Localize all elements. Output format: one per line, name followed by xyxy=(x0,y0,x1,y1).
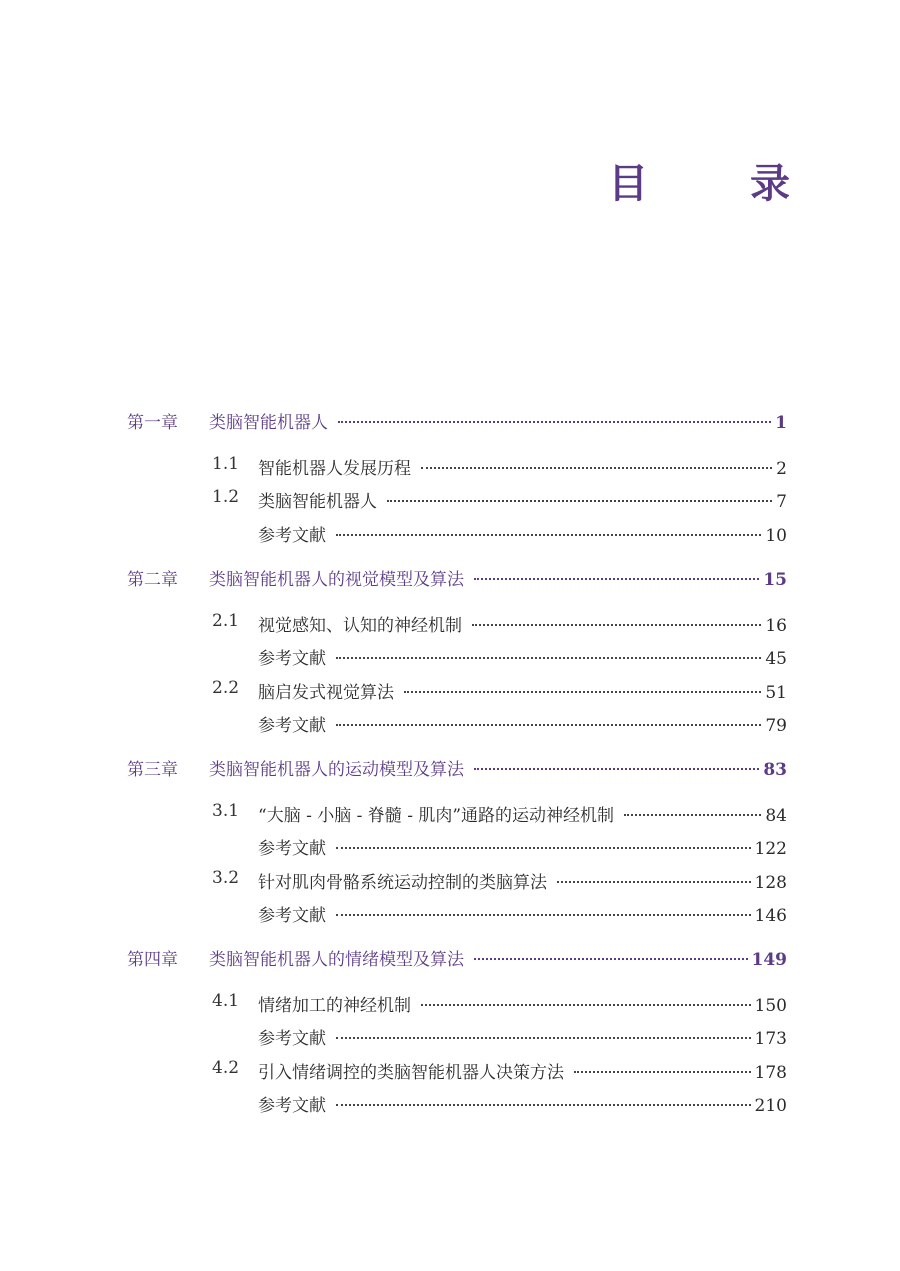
chapter-page: 15 xyxy=(763,570,787,590)
section-number: 3.1 xyxy=(212,801,240,821)
section-entry[interactable] xyxy=(0,483,900,513)
section-page: 173 xyxy=(754,1029,787,1049)
chapter-title: 类脑智能机器人的运动模型及算法 xyxy=(209,760,464,780)
chapter-entry[interactable] xyxy=(0,561,900,591)
leader-dots xyxy=(404,691,761,693)
leader-dots xyxy=(336,1104,751,1106)
section-title: “大脑 - 小脑 - 脊髓 - 肌肉”通路的运动神经机制 xyxy=(258,806,615,826)
section-entry[interactable] xyxy=(0,797,900,827)
leader-dots xyxy=(336,534,761,536)
section-page: 79 xyxy=(765,716,787,736)
section-entry[interactable] xyxy=(0,607,900,637)
section-entry[interactable] xyxy=(0,640,900,670)
chapter-label: 第二章 xyxy=(127,570,178,590)
leader-dots xyxy=(336,657,761,659)
section-entry[interactable] xyxy=(0,987,900,1017)
section-entry[interactable] xyxy=(0,897,900,927)
section-number: 1.1 xyxy=(212,454,240,474)
section-number: 4.1 xyxy=(212,991,240,1011)
references-title: 参考文献 xyxy=(258,1096,326,1116)
section-number: 2.2 xyxy=(212,678,240,698)
page-title: 目 录 xyxy=(608,161,834,207)
references-title: 参考文献 xyxy=(258,716,326,736)
chapter-title: 类脑智能机器人的情绪模型及算法 xyxy=(209,950,464,970)
references-title: 参考文献 xyxy=(258,1029,326,1049)
section-title: 情绪加工的神经机制 xyxy=(258,996,411,1016)
chapter-title: 类脑智能机器人的视觉模型及算法 xyxy=(209,570,464,590)
references-title: 参考文献 xyxy=(258,906,326,926)
section-page: 10 xyxy=(765,526,787,546)
leader-dots xyxy=(472,624,761,626)
section-title: 脑启发式视觉算法 xyxy=(258,683,394,703)
section-page: 45 xyxy=(765,649,787,669)
section-page: 146 xyxy=(754,906,787,926)
section-entry[interactable] xyxy=(0,674,900,704)
leader-dots xyxy=(421,467,772,469)
leader-dots xyxy=(557,881,751,883)
chapter-title: 类脑智能机器人 xyxy=(209,413,328,433)
section-entry[interactable] xyxy=(0,864,900,894)
chapter-page: 149 xyxy=(751,950,787,970)
section-title: 类脑智能机器人 xyxy=(258,492,377,512)
chapter-label: 第一章 xyxy=(127,413,178,433)
leader-dots xyxy=(474,958,748,960)
leader-dots xyxy=(336,847,751,849)
section-page: 178 xyxy=(754,1063,787,1083)
section-number: 3.2 xyxy=(212,868,240,888)
section-number: 1.2 xyxy=(212,487,240,507)
section-page: 210 xyxy=(754,1096,787,1116)
leader-dots xyxy=(387,500,772,502)
section-page: 84 xyxy=(765,806,787,826)
leader-dots xyxy=(624,814,761,816)
references-title: 参考文献 xyxy=(258,649,326,669)
section-page: 150 xyxy=(754,996,787,1016)
chapter-page: 1 xyxy=(775,413,787,433)
section-entry[interactable] xyxy=(0,1054,900,1084)
chapter-label: 第三章 xyxy=(127,760,178,780)
chapter-entry[interactable] xyxy=(0,751,900,781)
leader-dots xyxy=(574,1071,751,1073)
leader-dots xyxy=(338,421,771,423)
leader-dots xyxy=(474,768,759,770)
references-title: 参考文献 xyxy=(258,839,326,859)
leader-dots xyxy=(421,1004,751,1006)
section-title: 智能机器人发展历程 xyxy=(258,459,411,479)
section-title: 引入情绪调控的类脑智能机器人决策方法 xyxy=(258,1063,564,1083)
chapter-entry[interactable] xyxy=(0,404,900,434)
section-entry[interactable] xyxy=(0,707,900,737)
chapter-page: 83 xyxy=(763,760,787,780)
chapter-label: 第四章 xyxy=(127,950,178,970)
leader-dots xyxy=(336,1037,751,1039)
leader-dots xyxy=(336,914,751,916)
leader-dots xyxy=(474,578,759,580)
section-page: 51 xyxy=(765,683,787,703)
section-title: 视觉感知、认知的神经机制 xyxy=(258,616,462,636)
section-page: 128 xyxy=(754,873,787,893)
section-entry[interactable] xyxy=(0,1020,900,1050)
section-page: 122 xyxy=(754,839,787,859)
section-entry[interactable] xyxy=(0,830,900,860)
section-page: 7 xyxy=(776,492,787,512)
section-entry[interactable] xyxy=(0,450,900,480)
section-entry[interactable] xyxy=(0,517,900,547)
section-page: 16 xyxy=(765,616,787,636)
leader-dots xyxy=(336,724,761,726)
section-entry[interactable] xyxy=(0,1087,900,1117)
section-number: 2.1 xyxy=(212,611,240,631)
chapter-entry[interactable] xyxy=(0,941,900,971)
section-page: 2 xyxy=(776,459,787,479)
section-number: 4.2 xyxy=(212,1058,240,1078)
section-title: 针对肌肉骨骼系统运动控制的类脑算法 xyxy=(258,873,547,893)
references-title: 参考文献 xyxy=(258,526,326,546)
